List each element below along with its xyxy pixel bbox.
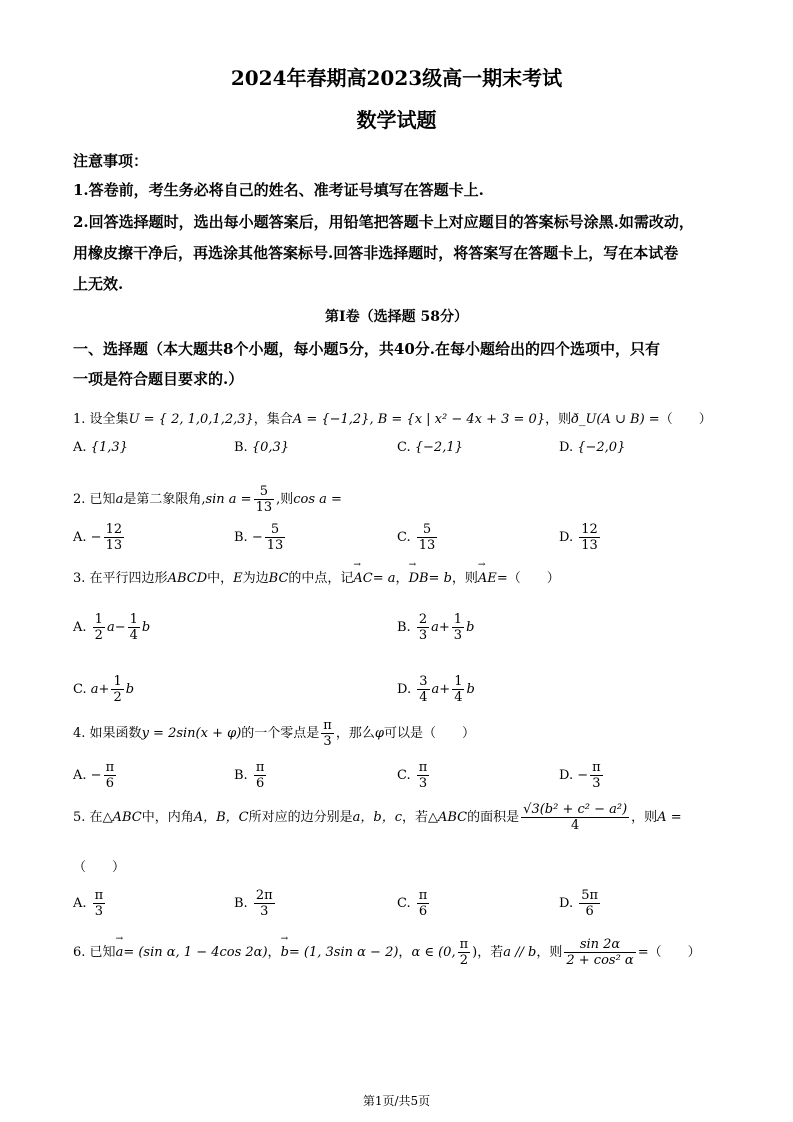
notes-heading: 注意事项：	[73, 152, 149, 170]
note-item-2-line-3: 上无效.	[73, 275, 124, 293]
question-5-answer-slot: （ ）	[73, 860, 126, 875]
vector-a: → a	[116, 945, 124, 960]
page-footer: 第1页/共5页	[362, 1094, 431, 1108]
question-1	[73, 408, 712, 427]
option-a: A. $\frac{1}{2}$ a− $\frac{1}{4}$ b	[73, 612, 151, 643]
option-a: A. − $\frac{12}{13}$	[73, 522, 123, 553]
option-d: D. $\frac{5\pi}{6}$	[559, 888, 599, 919]
vector-db: → DB	[409, 571, 429, 586]
question-number: 1.	[73, 412, 86, 427]
question-6: 6. 已知→ a= (sin α, 1 − 4cos 2α)，→ b= (1, 3sin α − 2)，α ∈ (0, $\frac{\pi}{2}$ )，若a // b，则 $\frac{\sin 2\alpha}{\text{2 + cos² α}}$ =（ ）	[73, 937, 701, 968]
question-5: 5. 在△ABC中，内角A，B，C所对应的边分别是a，b，c，若△ABC的面积是 $\frac{\text{√3(b² + c² − a²)}}{4}$ ，则A =	[73, 802, 682, 833]
question-number: 6.	[73, 945, 86, 960]
part-instructions-line-1: 一、选择题（本大题共8个小题，每小题5分，共40分.在每小题给出的四个选项中，只有	[73, 340, 660, 358]
option-b: B. $\frac{\pi}{6}$	[234, 760, 265, 791]
alpha-symbol: a	[115, 492, 124, 507]
subject-title: 数学试题	[356, 108, 437, 132]
option-d: D. $\frac{3}{4}$ a+ $\frac{1}{4}$ b	[397, 674, 475, 705]
option-c: C. a+ $\frac{1}{2}$ b	[73, 674, 135, 705]
option-b: B. {0,3}	[234, 440, 290, 455]
question-number: 5.	[73, 810, 86, 825]
sine-value-fraction: $\frac{5}{13}$	[255, 484, 273, 515]
option-b: B. $\frac{2}{3}$ a+ $\frac{1}{3}$ b	[397, 612, 475, 643]
option-d: D. $\frac{12}{13}$	[559, 522, 598, 553]
option-a: A. {1,3}	[73, 440, 128, 455]
note-item-1: 1.答卷前，考生务必将自己的姓名、准考证号填写在答题卡上.	[73, 181, 484, 199]
option-c: C. $\frac{5}{13}$	[397, 522, 436, 553]
answer-parentheses: （ ）	[659, 412, 712, 427]
complement-expression: ð_U(A ∪ B) =	[571, 412, 660, 427]
option-c: C. {−2,1}	[397, 440, 463, 455]
question-2: 2. 已知a是第二象限角,sin a = $\frac{5}{13}$ ,则cos a =	[73, 484, 342, 515]
question-text: ，则	[545, 412, 572, 427]
question-number: 4.	[73, 726, 86, 741]
set-u: U = { 2, 1,0,1,2,3}	[128, 412, 254, 427]
option-b: B. − $\frac{5}{13}$	[234, 522, 284, 553]
vector-ae: → AE	[478, 571, 497, 586]
part-instructions-line-2: 一项是符合题目要求的.）	[73, 370, 244, 388]
option-b: B. $\frac{2\pi}{3}$	[234, 888, 273, 919]
option-d: D. − $\frac{\pi}{3}$	[559, 760, 601, 791]
exam-title: 2024年春期高2023级高一期末考试	[230, 66, 563, 90]
question-4: 4. 如果函数y = 2sin(x + φ)的一个零点是 $\frac{\pi}{3}$ ，那么φ可以是（ ）	[73, 718, 475, 749]
note-item-2-line-2: 用橡皮擦干净后，再选涂其他答案标号.回答非选择题时，将答案写在答题卡上，写在本试卷	[73, 244, 679, 262]
section-title: 第I卷（选择题 58分）	[325, 309, 468, 325]
option-a: A. $\frac{\pi}{3}$	[73, 888, 104, 919]
question-text: 设全集	[89, 412, 129, 427]
option-a: A. − $\frac{\pi}{6}$	[73, 760, 115, 791]
note-item-2-line-1: 2.回答选择题时，选出每小题答案后，用铅笔把答题卡上对应题目的答案标号涂黑.如需改动，	[73, 213, 694, 231]
question-number: 3.	[73, 571, 86, 586]
vector-b: → b	[281, 945, 289, 960]
option-d: D. {−2,0}	[559, 440, 626, 455]
option-c: C. $\frac{\pi}{6}$	[397, 888, 428, 919]
vector-ac: → AC	[353, 571, 372, 586]
option-c: C. $\frac{\pi}{3}$	[397, 760, 428, 791]
question-number: 2.	[73, 492, 86, 507]
area-fraction: $\frac{\text{√3(b² + c² − a²)}}{4}$	[523, 802, 628, 833]
question-3: 3. 在平行四边形ABCD中，E为边BC的中点，记→ AC= a，→ DB= b，则→ AE=（ ）	[73, 567, 560, 586]
set-a-b: A = {−1,2}, B = {x | x² − 4x + 3 = 0}	[292, 412, 546, 427]
question-text: ，集合	[253, 412, 293, 427]
